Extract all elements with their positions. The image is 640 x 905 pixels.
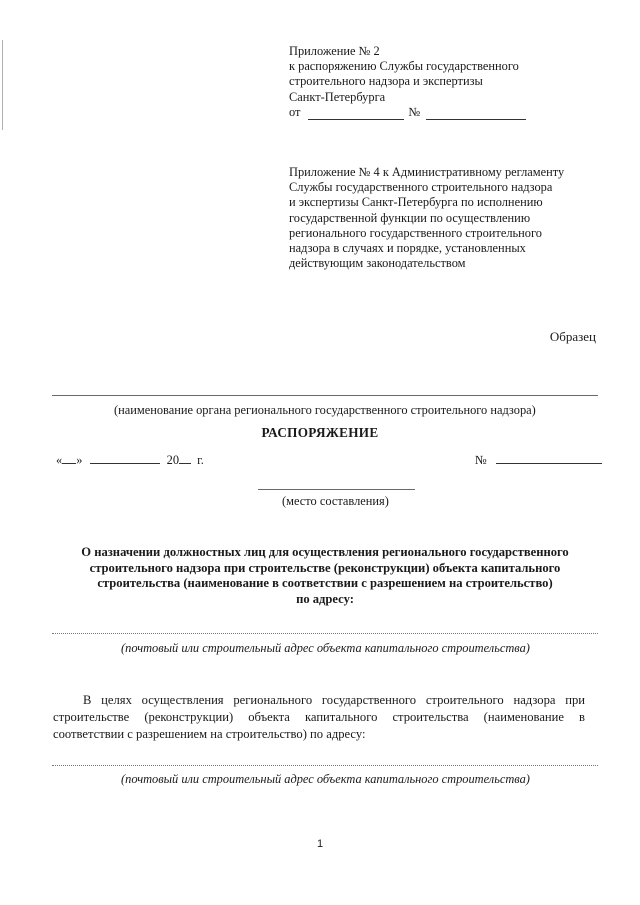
annex-order-line: строительного надзора и экспертизы (289, 74, 483, 89)
address-line-1 (52, 633, 598, 634)
from-label: от (289, 104, 301, 119)
annex-order-block (289, 44, 530, 120)
authority-line (52, 395, 598, 396)
body-paragraph: В целях осуществления регионального государственного строительного надзора при строительстве (реконструкции) объекта капитального строительства (наименование в соответствии с разрешением на строительство) по адресу: (53, 693, 585, 741)
sample-label: Образец (549, 329, 596, 344)
quote-close: » (76, 453, 83, 467)
address-caption-2: (почтовый или строительный адрес объекта капитального строительства) (121, 772, 530, 786)
page-number: 1 (316, 838, 324, 850)
year-suffix: г. (197, 453, 204, 467)
annex-regulation-line: надзора в случаях и порядке, установленных (289, 241, 526, 256)
authority-caption: (наименование органа регионального государственного строительного надзора) (114, 403, 536, 417)
heading-line: строительного надзора при строительстве (реконструкции) объекта капитального (89, 560, 561, 575)
decree-heading (40, 545, 610, 607)
annex-regulation-line: действующим законодательством (289, 256, 466, 271)
order-number-blank (426, 108, 526, 120)
number-label: № (475, 453, 487, 467)
annex-regulation-line: Службы государственного строительного надзора (289, 180, 553, 195)
annex-regulation-line: Приложение № 4 к Административному регламенту (289, 165, 565, 179)
annex-order-line: к распоряжению Службы государственного (289, 59, 519, 74)
number-row (475, 453, 602, 468)
address-caption-1: (почтовый или строительный адрес объекта капитального строительства) (121, 641, 530, 655)
month-blank (90, 453, 160, 464)
annex-order-date-number-row (289, 105, 530, 120)
annex-regulation-block (289, 165, 564, 271)
heading-line: строительства (наименование в соответствии с разрешением на строительство) (97, 576, 553, 591)
annex-order-line: Санкт-Петербурга (289, 89, 386, 104)
year-blank (179, 453, 191, 464)
annex-regulation-line: регионального государственного строительного (289, 225, 542, 240)
address-line-2 (52, 765, 598, 766)
heading-line: О назначении должностных лиц для осуществления регионального государственного (81, 545, 569, 559)
scan-edge-mark (2, 40, 3, 130)
order-number-label: № (408, 104, 421, 119)
quote-open: « (56, 453, 63, 467)
place-line (258, 489, 415, 490)
heading-line: по адресу: (296, 591, 354, 606)
annex-regulation-line: государственной функции по осуществлению (289, 210, 531, 225)
number-blank (496, 453, 602, 464)
annex-order-line: Приложение № 2 (289, 44, 380, 58)
annex-regulation-line: и экспертизы Санкт-Петербурга по исполнению (289, 195, 543, 210)
year-prefix: 20 (166, 453, 180, 467)
date-row (56, 453, 204, 468)
day-blank (62, 453, 76, 464)
place-caption: (место составления) (282, 494, 389, 508)
document-title: РАСПОРЯЖЕНИЕ (261, 425, 379, 440)
order-date-blank (308, 108, 404, 120)
